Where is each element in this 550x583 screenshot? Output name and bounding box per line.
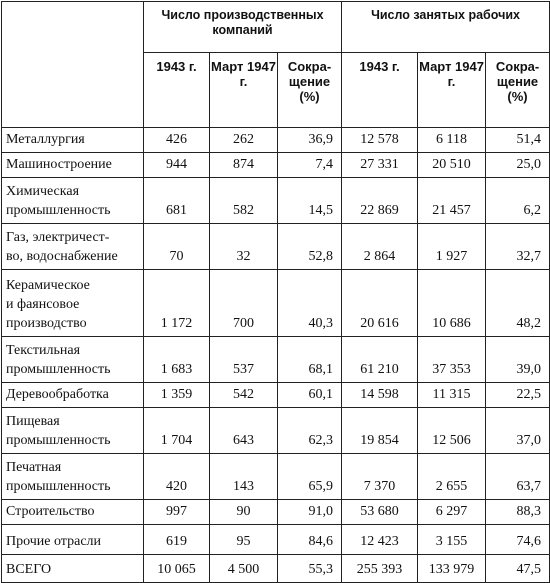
table-cell: 619 bbox=[144, 525, 210, 555]
industry-statistics-table bbox=[1, 1, 550, 583]
row-label: Машиностроение bbox=[2, 153, 144, 178]
table-cell: 95 bbox=[210, 525, 278, 555]
table-cell: 14,5 bbox=[278, 178, 342, 224]
table-cell: 4 500 bbox=[210, 555, 278, 583]
table-cell: 37,0 bbox=[486, 408, 550, 454]
table-cell: 48,2 bbox=[486, 270, 550, 337]
table-cell: 997 bbox=[144, 500, 210, 525]
table-cell: 3 155 bbox=[418, 525, 486, 555]
table-cell: 255 393 bbox=[342, 555, 418, 583]
row-label: ВСЕГО bbox=[2, 555, 144, 583]
table-cell: 1 172 bbox=[144, 270, 210, 337]
table-cell: 133 979 bbox=[418, 555, 486, 583]
col-header-workers-1943: 1943 г. bbox=[342, 53, 418, 128]
table-cell: 19 854 bbox=[342, 408, 418, 454]
table-cell: 11 315 bbox=[418, 383, 486, 408]
row-label: Химическая промышленность bbox=[2, 178, 144, 224]
table-cell: 52,8 bbox=[278, 224, 342, 270]
table-cell: 1 683 bbox=[144, 337, 210, 383]
table-row bbox=[2, 270, 550, 337]
table-cell: 25,0 bbox=[486, 153, 550, 178]
row-label: Деревообработка bbox=[2, 383, 144, 408]
table-cell: 700 bbox=[210, 270, 278, 337]
table-cell: 681 bbox=[144, 178, 210, 224]
col-header-workers-1947: Март 1947 г. bbox=[418, 53, 486, 128]
table-cell: 20 616 bbox=[342, 270, 418, 337]
col-header-companies-1947: Март 1947 г. bbox=[210, 53, 278, 128]
companies-group-header: Число производственных компаний bbox=[144, 2, 342, 53]
table-cell: 1 359 bbox=[144, 383, 210, 408]
workers-group-header: Число занятых рабочих bbox=[342, 2, 550, 53]
table-body bbox=[2, 128, 550, 583]
table-cell: 426 bbox=[144, 128, 210, 153]
table-cell: 60,1 bbox=[278, 383, 342, 408]
table-cell: 68,1 bbox=[278, 337, 342, 383]
table-cell: 32 bbox=[210, 224, 278, 270]
table-cell: 2 864 bbox=[342, 224, 418, 270]
row-label: Керамическое и фаянсовое производство bbox=[2, 270, 144, 337]
table-row bbox=[2, 408, 550, 454]
table-row bbox=[2, 525, 550, 555]
table-cell: 10 686 bbox=[418, 270, 486, 337]
table-cell: 12 506 bbox=[418, 408, 486, 454]
table-row bbox=[2, 153, 550, 178]
table-cell: 22,5 bbox=[486, 383, 550, 408]
table-cell: 10 065 bbox=[144, 555, 210, 583]
row-label: Строительство bbox=[2, 500, 144, 525]
table-cell: 21 457 bbox=[418, 178, 486, 224]
row-label: Газ, электричест- во, водоснабжение bbox=[2, 224, 144, 270]
table-row bbox=[2, 500, 550, 525]
table-row bbox=[2, 224, 550, 270]
table-cell: 6 118 bbox=[418, 128, 486, 153]
table-row bbox=[2, 337, 550, 383]
row-label-header bbox=[2, 2, 144, 128]
table-cell: 542 bbox=[210, 383, 278, 408]
table-cell: 84,6 bbox=[278, 525, 342, 555]
table-row bbox=[2, 383, 550, 408]
col-header-companies-reduction: Сокра- щение (%) bbox=[278, 53, 342, 128]
table-cell: 39,0 bbox=[486, 337, 550, 383]
table-cell: 36,9 bbox=[278, 128, 342, 153]
table-cell: 20 510 bbox=[418, 153, 486, 178]
table-cell: 6,2 bbox=[486, 178, 550, 224]
table-cell: 14 598 bbox=[342, 383, 418, 408]
table-cell: 88,3 bbox=[486, 500, 550, 525]
table-row bbox=[2, 128, 550, 153]
row-label: Металлургия bbox=[2, 128, 144, 153]
table-cell: 7 370 bbox=[342, 454, 418, 500]
table-cell: 37 353 bbox=[418, 337, 486, 383]
row-label: Прочие отрасли bbox=[2, 525, 144, 555]
table-cell: 1 927 bbox=[418, 224, 486, 270]
table-cell: 262 bbox=[210, 128, 278, 153]
table-cell: 643 bbox=[210, 408, 278, 454]
table-cell: 12 423 bbox=[342, 525, 418, 555]
table-cell: 143 bbox=[210, 454, 278, 500]
row-label: Печатная промышленность bbox=[2, 454, 144, 500]
row-label: Текстильная промышленность bbox=[2, 337, 144, 383]
table-cell: 55,3 bbox=[278, 555, 342, 583]
table-cell: 91,0 bbox=[278, 500, 342, 525]
table-cell: 70 bbox=[144, 224, 210, 270]
table-cell: 2 655 bbox=[418, 454, 486, 500]
table-cell: 1 704 bbox=[144, 408, 210, 454]
table-cell: 12 578 bbox=[342, 128, 418, 153]
table-row bbox=[2, 555, 550, 583]
table-cell: 62,3 bbox=[278, 408, 342, 454]
table-cell: 90 bbox=[210, 500, 278, 525]
col-header-workers-reduction: Сокра- щение (%) bbox=[486, 53, 550, 128]
table-cell: 27 331 bbox=[342, 153, 418, 178]
table-cell: 51,4 bbox=[486, 128, 550, 153]
table-cell: 53 680 bbox=[342, 500, 418, 525]
table-cell: 32,7 bbox=[486, 224, 550, 270]
table-cell: 63,7 bbox=[486, 454, 550, 500]
table-cell: 420 bbox=[144, 454, 210, 500]
table-cell: 582 bbox=[210, 178, 278, 224]
table-cell: 40,3 bbox=[278, 270, 342, 337]
table-cell: 874 bbox=[210, 153, 278, 178]
group-header-row bbox=[2, 2, 550, 53]
table-cell: 74,6 bbox=[486, 525, 550, 555]
table-cell: 537 bbox=[210, 337, 278, 383]
row-label: Пищевая промышленность bbox=[2, 408, 144, 454]
table-cell: 65,9 bbox=[278, 454, 342, 500]
table-cell: 47,5 bbox=[486, 555, 550, 583]
table-cell: 22 869 bbox=[342, 178, 418, 224]
table-row bbox=[2, 178, 550, 224]
table-cell: 7,4 bbox=[278, 153, 342, 178]
table-row bbox=[2, 454, 550, 500]
table-cell: 944 bbox=[144, 153, 210, 178]
table-cell: 6 297 bbox=[418, 500, 486, 525]
table-cell: 61 210 bbox=[342, 337, 418, 383]
data-table-container bbox=[1, 1, 550, 583]
col-header-companies-1943: 1943 г. bbox=[144, 53, 210, 128]
